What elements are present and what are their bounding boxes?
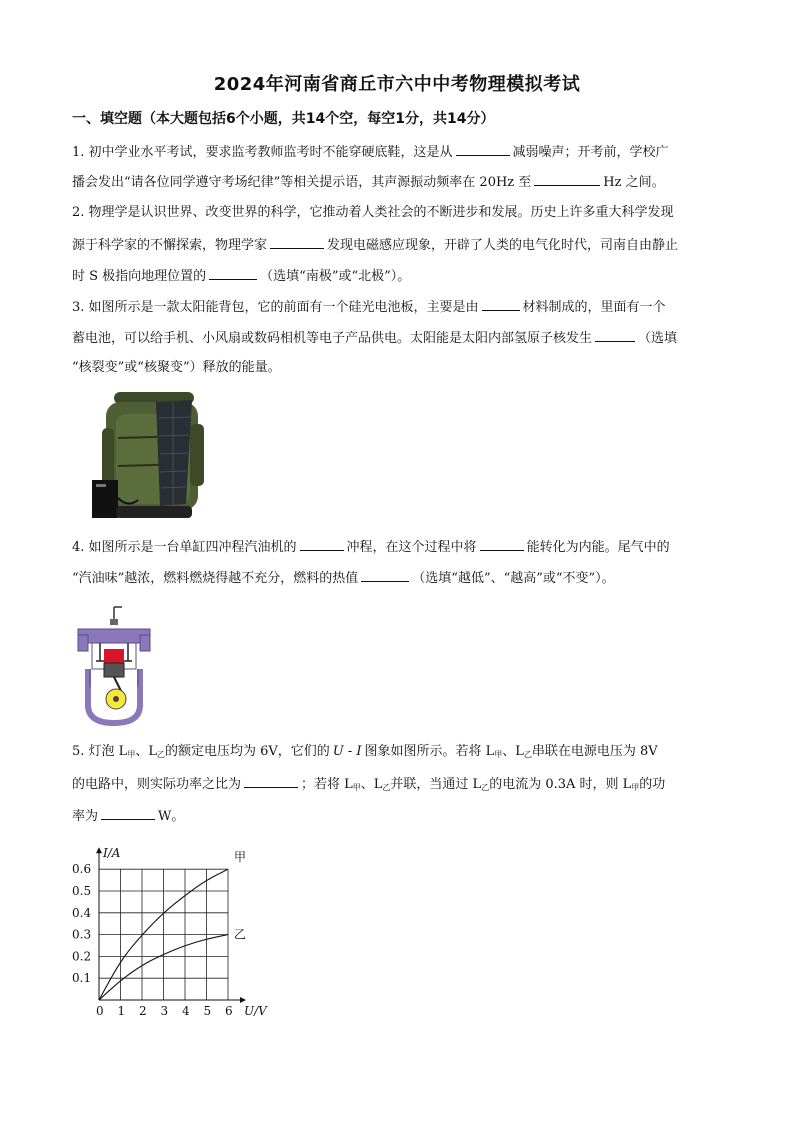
q5-subscript: 乙 (156, 750, 165, 759)
x-axis-label: U/V (244, 1004, 267, 1016)
q4-text: 4. 如图所示是一台单缸四冲程汽油机的 (72, 540, 297, 555)
q5-subscript: 甲 (127, 750, 136, 759)
q4-text: “汽油味”越浓，燃料燃烧得越不充分，燃料的热值 (72, 571, 359, 586)
engine-cylinder-diagram (74, 605, 156, 727)
q5-line-1 (72, 743, 658, 764)
x-tick-label: 4 (182, 1004, 190, 1016)
q3-text: 蓄电池，可以给手机、小风扇或数码相机等电子产品供电。太阳能是太阳内部氢原子核发生 (72, 331, 593, 346)
answer-blank[interactable] (480, 537, 524, 551)
solar-backpack-image (88, 388, 208, 523)
answer-blank[interactable] (595, 328, 635, 342)
q5-subscript: 乙 (523, 750, 532, 759)
section-heading: 一、填空题（本大题包括6个小题，共14个空，每空1分，共14分） (72, 111, 495, 127)
q5-text: 、L (360, 777, 383, 792)
x-tick-label: 3 (160, 1004, 169, 1016)
q5-text: 率为 (72, 809, 99, 824)
q5-subscript: 乙 (481, 783, 490, 792)
q3-line-2 (72, 328, 677, 348)
series-label: 甲 (234, 850, 247, 865)
q2-text: 2. 物理学是认识世界、改变世界的科学，它推动着人类社会的不断进步和发展。历史上许多重大科学发现 (72, 205, 674, 220)
q5-text: 的电流为 0.3A 时，则 L (489, 777, 632, 792)
y-axis-arrow (96, 847, 102, 853)
answer-blank[interactable] (456, 142, 510, 156)
q4-line-2 (72, 568, 615, 588)
q5-subscript: 乙 (382, 783, 391, 792)
answer-blank[interactable] (361, 568, 409, 582)
q2-text: 发现电磁感应现象，开辟了人类的电气化时代，司南自由静止 (327, 238, 679, 253)
answer-blank[interactable] (101, 806, 155, 820)
q5-text: 的额定电压均为 6V，它们的 (164, 744, 330, 759)
q5-subscript: 甲 (352, 783, 361, 792)
x-tick-label: 2 (139, 1004, 147, 1016)
x-tick-label: 5 (203, 1004, 212, 1016)
q4-text: 能转化为内能。尾气中的 (526, 540, 670, 555)
q5-line-3 (72, 806, 184, 826)
exam-title: 2024年河南省商丘市六中中考物理模拟考试 (213, 74, 581, 95)
q5-line-2 (72, 774, 665, 797)
y-tick-label: 0.4 (72, 905, 92, 920)
q2-line-2 (72, 235, 678, 255)
y-tick-label: 0.2 (72, 949, 92, 964)
q3-text: （选填 (638, 331, 678, 346)
q1-text: Hz 之间。 (603, 175, 665, 190)
q1-text: 1. 初中学业水平考试，要求监考教师监考时不能穿硬底鞋，这是从 (72, 145, 453, 160)
x-tick-label: 1 (117, 1004, 126, 1016)
y-axis-label: I/A (103, 846, 121, 861)
q3-text: “核裂变”或“核聚变”）释放的能量。 (72, 360, 281, 375)
ui-graph (66, 830, 286, 1016)
q5-text: 串联在电源电压为 8V (531, 744, 658, 759)
answer-blank[interactable] (209, 266, 257, 280)
answer-blank[interactable] (300, 537, 344, 551)
q5-text: W。 (158, 809, 185, 824)
q3-text: 3. 如图所示是一款太阳能背包，它的前面有一个硅光电池板，主要是由 (72, 300, 479, 315)
answer-blank[interactable] (270, 235, 324, 249)
q1-line-1 (72, 142, 669, 162)
q2-line-3 (72, 266, 410, 286)
q1-line-2 (72, 172, 665, 192)
x-tick-label: 0 (96, 1004, 104, 1016)
q5-text: 并联，当通过 L (390, 777, 482, 792)
q1-text: 播会发出“请各位同学遵守考场纪律”等相关提示语，其声源振动频率在 20Hz 至 (72, 175, 532, 190)
q4-text: 冲程，在这个过程中将 (346, 540, 477, 555)
answer-blank[interactable] (244, 774, 298, 788)
q5-subscript: 甲 (494, 750, 503, 759)
q3-line-1 (72, 297, 666, 317)
answer-blank[interactable] (482, 297, 520, 311)
q2-text: 源于科学家的不懈探索，物理学家 (72, 238, 268, 253)
y-tick-label: 0.1 (72, 971, 92, 986)
q5-ui-symbol: U - I (332, 744, 362, 759)
y-tick-label: 0.5 (72, 884, 92, 898)
x-tick-label: 6 (225, 1004, 233, 1016)
q5-text: 的电路中，则实际功率之比为 (72, 777, 242, 792)
series-label: 乙 (234, 927, 247, 942)
q5-text: ；若将 L (301, 777, 353, 792)
q5-text: 的功 (639, 777, 666, 792)
q2-line-1 (72, 204, 674, 222)
q2-text: 时 S 极指向地理位置的 (72, 269, 207, 284)
q4-text: （选填“越低”、“越高”或“不变”）。 (412, 571, 615, 586)
q5-text: 图象如图所示。若将 L (364, 744, 495, 759)
answer-blank[interactable] (534, 172, 600, 186)
q1-text: 减弱噪声；开考前，学校广 (512, 145, 669, 160)
q5-text: 、L (502, 744, 524, 759)
x-axis-arrow (240, 997, 246, 1003)
q5-text: 5. 灯泡 L (72, 744, 128, 759)
y-tick-label: 0.6 (72, 862, 92, 877)
q5-subscript: 甲 (631, 783, 640, 792)
y-tick-label: 0.3 (72, 927, 92, 942)
q3-text: 材料制成的，里面有一个 (522, 300, 666, 315)
q4-line-1 (72, 537, 670, 557)
q2-text: （选填“南极”或“北极”）。 (260, 269, 411, 284)
q5-text: 、L (135, 744, 157, 759)
q3-line-3 (72, 359, 281, 377)
